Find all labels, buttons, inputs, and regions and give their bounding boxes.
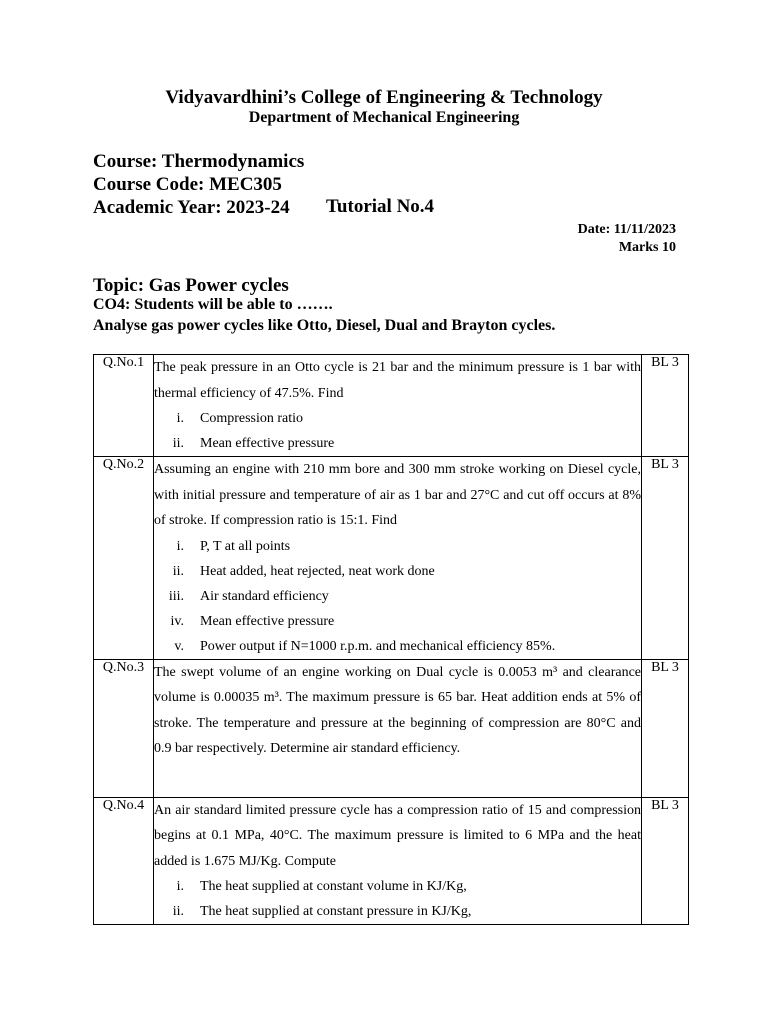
sub-question — [154, 634, 641, 659]
course-name: Course: Thermodynamics — [93, 151, 305, 172]
question-number: Q.No.1 — [94, 355, 154, 457]
sub-question — [154, 534, 641, 559]
sub-question-text: The heat supplied at constant pressure in KJ/Kg, — [200, 904, 472, 919]
question-text: Assuming an engine with 210 mm bore and 300 mm stroke working on Diesel cycle, with initial pressure and temperature of air as 1 bar and 27°C and cut off occurs at 8% of stroke. If compression ratio is 15:1. Find — [154, 462, 641, 528]
sub-question-text: Mean effective pressure — [200, 613, 335, 629]
question-text: An air standard limited pressure cycle has a compression ratio of 15 and compression begins at 0.1 MPa, 40°C. The maximum pressure is limited to 6 MPa and the heat added is 1.675 MJ/Kg. Compute — [154, 802, 641, 869]
question-body — [154, 355, 642, 457]
sub-question-number: i. — [176, 538, 184, 554]
department-name: Department of Mechanical Engineering — [248, 109, 520, 126]
bloom-level: BL 3 — [642, 355, 689, 457]
question-text: The peak pressure in an Otto cycle is 21 bar and the minimum pressure is 1 bar with thermal efficiency of 47.5%. Find — [154, 360, 641, 401]
sub-question — [154, 431, 641, 456]
sub-question-text: Air standard efficiency — [200, 588, 329, 604]
sub-question-number: i. — [176, 879, 184, 894]
question-text: The swept volume of an engine working on Dual cycle is 0.0053 m³ and clearance volume is 0.00035 m³. The maximum pressure is 65 bar. Heat addition ends at 5% of stroke. The temperature and pressure at the beginning of compression are 80°C and 0.9 bar respectively. Determine air standard efficiency. — [154, 664, 641, 756]
question-row — [94, 457, 689, 660]
question-number: Q.No.4 — [94, 797, 154, 925]
course-code: Course Code: MEC305 — [93, 174, 282, 195]
sub-question — [154, 899, 641, 924]
question-body — [154, 457, 642, 660]
course-outcome: CO4: Students will be able to ……. — [93, 296, 333, 313]
sub-question — [154, 406, 641, 431]
date: Date: 11/11/2023 — [577, 222, 676, 237]
tutorial-number: Tutorial No.4 — [326, 196, 435, 217]
question-number: Q.No.3 — [94, 659, 154, 797]
sub-question-text: Power output if N=1000 r.p.m. and mechanical efficiency 85%. — [200, 638, 556, 654]
academic-year: Academic Year: 2023-24 — [93, 197, 290, 218]
sub-question-number: ii. — [172, 904, 184, 919]
sub-question-text: P, T at all points — [200, 538, 291, 554]
sub-question — [154, 584, 641, 609]
sub-question — [154, 609, 641, 634]
sub-question — [154, 874, 641, 899]
question-row — [94, 659, 689, 797]
marks: Marks 10 — [618, 240, 676, 255]
question-row — [94, 355, 689, 457]
sub-question-text: The heat supplied at constant volume in KJ/Kg, — [200, 879, 467, 894]
sub-question-list — [154, 874, 641, 924]
question-body — [154, 659, 642, 797]
sub-question-number: v. — [174, 638, 184, 654]
sub-question-number: ii. — [172, 563, 184, 579]
outcome-objective: Analyse gas power cycles like Otto, Diesel, Dual and Brayton cycles. — [93, 317, 556, 334]
question-number: Q.No.2 — [94, 457, 154, 660]
sub-question-number: iii. — [168, 588, 184, 604]
sub-question-text: Heat added, heat rejected, neat work done — [200, 563, 435, 579]
sub-question-number: ii. — [172, 436, 184, 451]
bloom-level: BL 3 — [642, 659, 689, 797]
sub-question-text: Mean effective pressure — [200, 436, 335, 451]
college-name: Vidyavardhini’s College of Engineering & Technology — [165, 87, 603, 108]
bloom-level: BL 3 — [642, 457, 689, 660]
questions-table — [93, 354, 689, 925]
sub-question-number: iv. — [170, 613, 184, 629]
sub-question-list — [154, 406, 641, 456]
sub-question — [154, 559, 641, 584]
topic-title: Topic: Gas Power cycles — [93, 275, 289, 296]
sub-question-list — [154, 534, 641, 659]
sub-question-number: i. — [176, 411, 184, 426]
question-row — [94, 797, 689, 925]
bloom-level: BL 3 — [642, 797, 689, 925]
question-body — [154, 797, 642, 925]
sub-question-text: Compression ratio — [200, 411, 304, 426]
